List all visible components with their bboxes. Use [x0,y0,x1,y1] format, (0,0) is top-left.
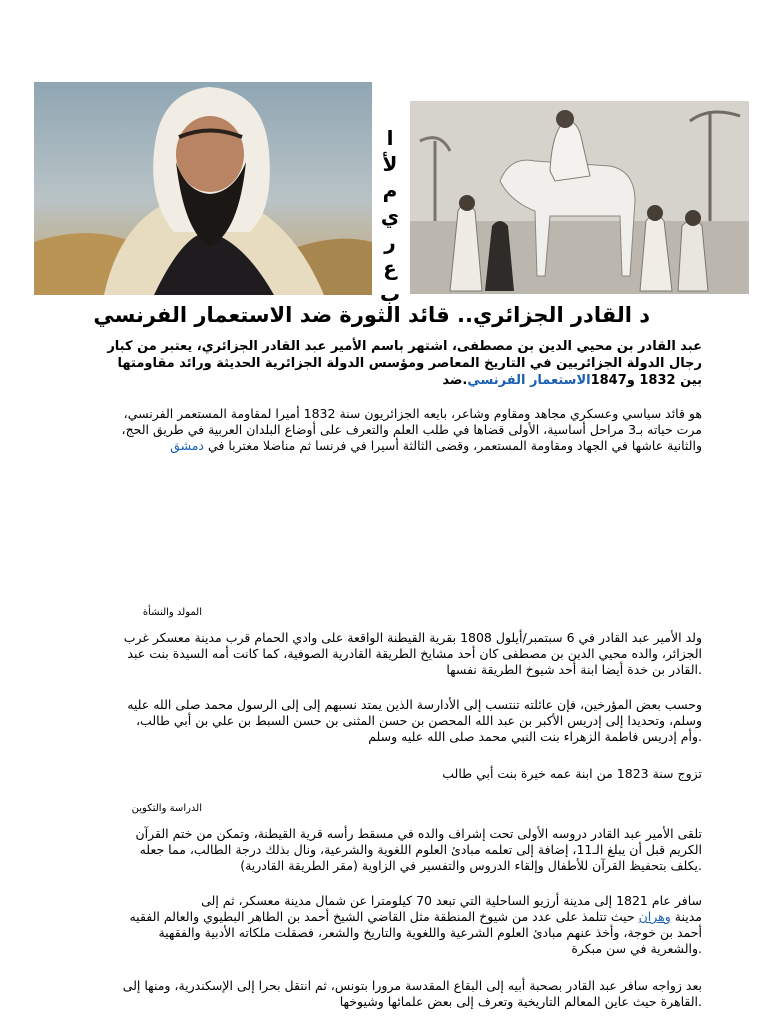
vertical-char: ا [386,126,394,150]
paragraph-line [62,909,702,925]
paragraph-line: وسلم، وتحديدا إلى إدريس الأكبر بن عبد الله المحصن بن حسن المثنى بن حسن السبط بن علي بن أبي طالب، [136,713,702,728]
paragraph-text: والثانية عاشها في الجهاد ومقاومة المستعمر، وقضى الثالثة أسيرا في فرنسا ثم مناضلا مغتربا في [204,438,702,453]
vertical-char: ر [384,230,396,254]
summary-paragraph [62,406,702,454]
paragraph-line: .والشعرية في سن مبكرة [571,941,702,956]
travel-paragraph [62,893,702,957]
paragraph-line: بعد زواجه سافر عبد القادر بصحبة أبيه إلى البقاع المقدسة مرورا بتونس، ثم انتقل بحرا إلى الإسكندرية، ومنها إلى [122,978,702,993]
education-paragraph [62,826,702,874]
paragraph-line: أحمد بن خوجة، وأخذ عنهم مبادئ العلوم الشرعية واللغوية والتاريخ والشعر، فصقلت ملكاته الأدبية والفقهية [158,925,702,940]
intro-paragraph [62,338,702,389]
paragraph-line: ولد الأمير عبد القادر في 6 سبتمبر/أيلول 1808 بقرية القيطنة الواقعة على وادي الحمام قرب مدينة معسكر غرب [123,630,702,645]
paragraph-line: هو قائد سياسي وعسكري مجاهد ومقاوم وشاعر، بايعه الجزائريون سنة 1832 أميرا لمقاومة المستعمر الفرنسي، [123,406,702,421]
paragraph-line: .وأم إدريس فاطمة الزهراء بنت النبي محمد صلى الله عليه وسلم [368,729,702,744]
section-heading-birth: المولد والنشأة [142,607,202,618]
vertical-char: ب [379,282,401,306]
intro-line: رجال الدولة الجزائريين في التاريخ المعاصر ومؤسس الدولة الجزائرية الحديثة ورائد مقاومتها [117,356,702,371]
paragraph-line: وحسب بعض المؤرخين، فإن عائلته تنتسب إلى الأدارسة الذين يمتد نسبهم إلى إلى الرسول محمد صلى الله عليه [127,697,702,712]
lineage-paragraph [62,697,702,745]
marriage-paragraph: تزوج سنة 1823 من ابنة عمه خيرة بنت أبي طالب [442,766,702,781]
paragraph-text: حيث تتلمذ على عدد من شيوخ المنطقة مثل القاضي الشيخ أحمد بن الطاهر البطيوي والعالم الفقيه [129,909,639,924]
vertical-char: ع [383,256,397,280]
historical-horse-photo [410,101,749,294]
paragraph-line: .القاهرة حيث عاين المعالم التاريخية وتعرف إلى بعض علمائها وشيوخها [339,994,702,1009]
paragraph-line: الكريم قبل أن يبلغ الـ11، إضافة إلى تعلمه مبادئ العلوم اللغوية والشرعية، ونال بذلك درجة الطالب، مما جعله [139,842,702,857]
article-headline: د القادر الجزائري.. قائد الثورة ضد الاستعمار الفرنسي [93,303,650,327]
vertical-title-fragment [376,125,404,307]
paragraph-line: تلقى الأمير عبد القادر دروسه الأولى تحت إشراف والده في مسقط رأسه قرية القيطنة، وتمكن من ختم القرآن [135,826,702,841]
intro-text: بين 1832 و1847 [590,373,702,388]
birth-paragraph [62,630,702,678]
damascus-link[interactable]: دمشق [170,438,204,453]
paragraph-line: .يكلف بتحفيظ القرآن للأطفال وإلقاء الدروس والتفسير في الزاوية (مقر الطريقة القادرية) [240,858,702,873]
vertical-char: لأ [382,152,398,176]
vertical-char: م [382,178,398,202]
intro-line [62,372,702,389]
paragraph-line: مرت حياته بـ3 مراحل أساسية، الأولى قضاها في طلب العلم والتعرف على أوضاع البلدان العربية في طريق الحج، [121,422,702,437]
intro-text: .ضد [442,373,468,388]
colonialism-link[interactable]: الاستعمار الفرنسي [467,373,591,388]
paragraph-line: .القادر بن خدة أيضا ابنة أحد شيوخ الطريقة نفسها [446,662,702,677]
paragraph-line: الجزائر، والده محيي الدين بن مصطفى كان أحد مشايخ الطريقة القادرية الصوفية، كما كانت أمه السيدة بنت عبد [127,646,702,661]
emir-portrait-image [34,82,372,295]
section-heading-education: الدراسة والتكوين [131,803,202,814]
intro-line: عبد القادر بن محيي الدين بن مصطفى، اشتهر باسم الأمير عبد القادر الجزائري، يعتبر من كبار [107,339,702,354]
paragraph-line: سافر عام 1821 إلى مدينة أرزيو الساحلية التي تبعد 70 كيلومترا عن شمال مدينة معسكر، ثم إلى [201,893,702,908]
oran-link[interactable]: وهران [638,909,671,924]
paragraph-line [62,438,702,454]
pilgrimage-paragraph [62,978,702,1010]
paragraph-text: مدينة [670,909,702,924]
vertical-char: ي [380,204,400,228]
